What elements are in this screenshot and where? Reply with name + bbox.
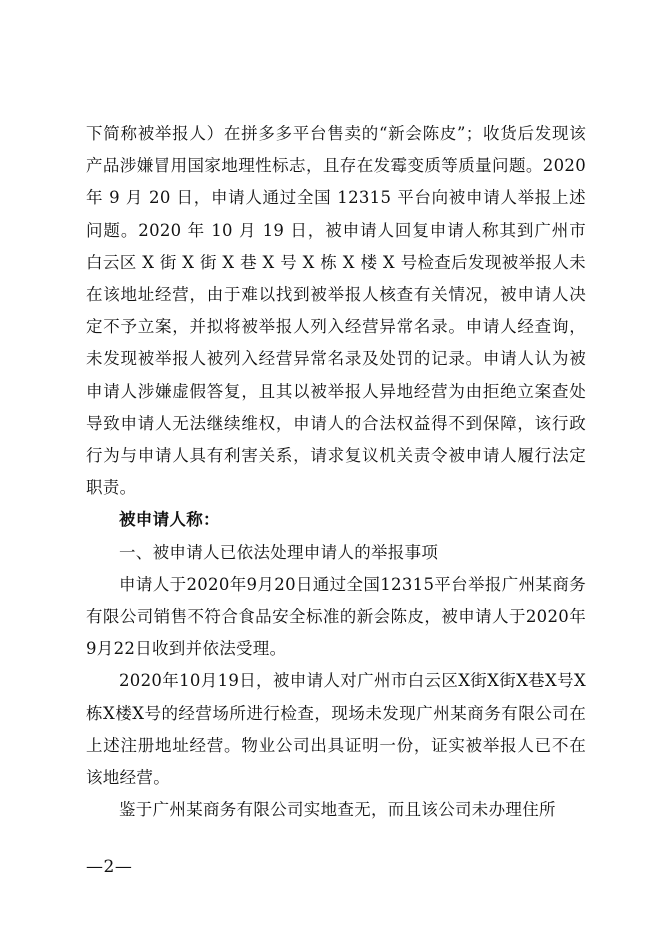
paragraph-report-received: 申请人于2020年9月20日通过全国12315平台举报广州某商务有限公司销售不符合食品安全标准的新会陈皮，被申请人于2020年9月22日收到并依法受理。 bbox=[86, 574, 586, 659]
document-body bbox=[86, 118, 586, 826]
paragraph-inspection: 2020年10月19日，被申请人对广州市白云区X街X街X巷X号X栋X楼X号的经营场所进行检查，现场未发现广州某商务有限公司在上述注册地址经营。物业公司出具证明一份，证实被举报人已不在该地经营。 bbox=[86, 671, 586, 788]
paragraph-complaint-background: 下简称被举报人）在拼多多平台售卖的“新会陈皮”；收货后发现该产品涉嫌冒用国家地理性标志，且存在发霉变质等质量问题。2020 年 9 月 20 日，申请人通过全国 12315 平台向被申请人举报上述问题。2020 年 10 月 19 日，被申请人回复申请人称其到广州市白云区 X 街 X 街 X 巷 X 号 X 栋 X 楼 X 号检查后发现被举报人未在该地址经营，由于难以找到被举报人核查有关情况，被申请人决定不予立案，并拟将被举报人列入经营异常名录。申请人经查询，未发现被举报人被列入经营异常名录及处罚的记录。申请人认为被申请人涉嫌虚假答复，且其以被举报人异地经营为由拒绝立案查处导致申请人无法继续维权，申请人的合法权益得不到保障，该行政行为与申请人具有利害关系，请求复议机关责令被申请人履行法定职责。 bbox=[86, 124, 586, 498]
paragraph-not-found: 鉴于广州某商务有限公司实地查无，而且该公司未办理住所 bbox=[119, 800, 556, 820]
paragraph-respondent-statement-heading: 被申请人称： bbox=[119, 510, 220, 530]
page-number: —2— bbox=[86, 857, 133, 877]
paragraph-section-one-title: 一、被申请人已依法处理申请人的举报事项 bbox=[119, 542, 439, 562]
